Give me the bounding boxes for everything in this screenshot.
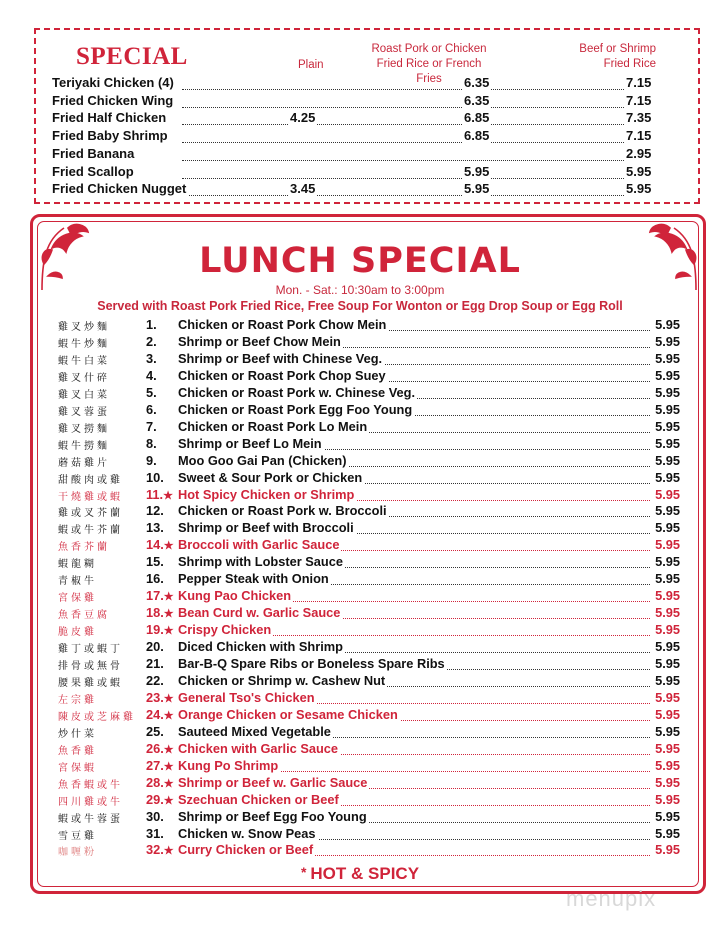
lunch-item-row xyxy=(58,453,680,470)
lunch-item-price: 5.95 xyxy=(655,418,680,434)
lunch-item-number-text: 17. xyxy=(146,588,164,604)
lunch-item-name: Shrimp or Beef Egg Foo Young xyxy=(178,808,367,824)
lunch-item-row xyxy=(58,673,680,690)
lunch-item-number xyxy=(146,334,157,349)
lunch-item-name: Bar-B-Q Spare Ribs or Boneless Spare Ribs xyxy=(178,656,445,671)
lunch-item-price: 5.95 xyxy=(655,672,680,688)
lunch-item-number-text: 25. xyxy=(146,723,164,739)
lunch-item-row xyxy=(58,317,680,334)
lunch-item-row xyxy=(58,470,680,487)
special-item-name: Fried Chicken Wing xyxy=(52,92,174,108)
lunch-item-price: 5.95 xyxy=(655,706,680,722)
lunch-item-chinese: 蝦牛白菜 xyxy=(58,355,110,367)
lunch-item-number xyxy=(146,402,157,417)
dot-leader xyxy=(182,146,644,161)
lunch-item-name: Kung Pao Chicken xyxy=(178,588,292,604)
lunch-item-price: 5.95 xyxy=(655,656,680,671)
lunch-item-number-text: 13. xyxy=(146,520,164,536)
lunch-item-chinese: 四川雞或牛 xyxy=(58,796,123,808)
lunch-item-price: 5.95 xyxy=(655,571,680,587)
special-item-row xyxy=(52,93,672,111)
lunch-item-name: Pepper Steak with Onion xyxy=(178,571,329,587)
lunch-item-name: Bean Curd w. Garlic Sauce xyxy=(178,605,341,621)
lunch-item-chinese: 魚香雞 xyxy=(58,745,97,757)
hot-star-icon: ★ xyxy=(163,692,174,705)
lunch-item-name: Szechuan Chicken or Beef xyxy=(178,791,339,807)
lunch-item-price: 5.95 xyxy=(655,503,680,519)
lunch-item-row xyxy=(58,351,680,368)
lunch-item-price: 5.95 xyxy=(655,333,680,349)
lunch-item-name: Shrimp or Beef with Broccoli xyxy=(178,520,354,536)
lunch-item-name: Hot Spicy Chicken or Shrimp xyxy=(178,486,355,502)
lunch-item-number-text: 10. xyxy=(146,469,164,485)
dot-leader xyxy=(182,164,644,179)
special-item-name: Fried Half Chicken xyxy=(52,110,167,126)
lunch-item-price: 5.95 xyxy=(655,554,680,570)
special-price-roast: 5.95 xyxy=(464,181,490,197)
lunch-item-number xyxy=(146,775,174,790)
special-price-plain: 4.25 xyxy=(290,110,316,126)
col-beef-line2: Fried Rice xyxy=(603,58,656,70)
lunch-item-name: Chicken or Shrimp w. Cashew Nut xyxy=(178,672,386,688)
special-item-name: Fried Scallop xyxy=(52,163,134,179)
lunch-item-chinese: 蝦牛撈麵 xyxy=(58,440,110,452)
lunch-item-number xyxy=(146,436,157,451)
lunch-item-number-text: 9. xyxy=(146,452,157,468)
lunch-item-number xyxy=(146,368,157,383)
lunch-item-row xyxy=(58,436,680,453)
special-item-row xyxy=(52,146,672,164)
lunch-item-chinese: 蘑菇雞片 xyxy=(58,457,110,469)
lunch-item-row xyxy=(58,622,680,639)
lunch-item-chinese: 脆皮雞 xyxy=(58,627,97,639)
lunch-item-number xyxy=(146,842,174,857)
lunch-item-name: Moo Goo Gai Pan (Chicken) xyxy=(178,452,347,468)
lunch-item-number xyxy=(146,622,174,637)
lunch-item-number-text: 8. xyxy=(146,435,157,451)
lunch-item-row xyxy=(58,588,680,605)
lunch-item-price: 5.95 xyxy=(655,740,680,756)
lunch-item-price: 5.95 xyxy=(655,808,680,824)
lunch-item-row xyxy=(58,385,680,402)
lunch-item-number xyxy=(146,419,157,434)
lunch-item-price: 5.95 xyxy=(655,774,680,790)
lunch-item-price: 5.95 xyxy=(655,689,680,705)
lunch-item-name: Shrimp or Beef Lo Mein xyxy=(178,435,322,451)
hot-star-icon: ★ xyxy=(163,845,174,858)
lunch-item-name: Chicken or Roast Pork w. Broccoli xyxy=(178,503,387,519)
lunch-item-name: Shrimp with Lobster Sauce xyxy=(178,554,343,570)
lunch-item-price: 5.95 xyxy=(655,757,680,773)
lunch-item-name: Diced Chicken with Shrimp xyxy=(178,639,343,655)
special-price-beef: 2.95 xyxy=(626,145,652,161)
lunch-item-number xyxy=(146,639,164,654)
special-item-row xyxy=(52,75,672,93)
lunch-item-chinese: 排骨或無骨 xyxy=(58,661,123,672)
lunch-title: LUNCH SPECIAL xyxy=(199,241,521,281)
special-price-beef: 5.95 xyxy=(626,163,652,179)
hot-legend-text: HOT & SPICY xyxy=(310,864,420,883)
lunch-item-chinese: 雞丁或蝦丁 xyxy=(58,644,123,656)
lunch-item-number-text: 7. xyxy=(146,418,157,434)
lunch-item-chinese: 蝦牛炒麵 xyxy=(58,338,110,350)
special-item-row xyxy=(52,110,672,128)
lunch-item-chinese: 魚香蝦或牛 xyxy=(58,779,123,791)
lunch-item-name: Curry Chicken or Beef xyxy=(178,842,314,858)
lunch-item-number-text: 3. xyxy=(146,350,157,366)
lunch-item-price: 5.95 xyxy=(655,367,680,383)
lunch-item-row xyxy=(58,656,680,673)
lunch-item-row xyxy=(58,402,680,419)
lunch-item-row xyxy=(58,503,680,520)
lunch-item-name: Sweet & Sour Pork or Chicken xyxy=(178,469,363,485)
lunch-item-chinese: 甜酸肉或雞 xyxy=(58,474,123,486)
lunch-item-chinese: 雞叉什碎 xyxy=(58,372,110,384)
special-item-name: Fried Baby Shrimp xyxy=(52,128,168,144)
hot-spicy-legend xyxy=(0,864,720,884)
lunch-item-chinese: 雞叉炒麵 xyxy=(58,322,110,333)
lunch-item-chinese: 雞或叉芥蘭 xyxy=(58,508,123,520)
lunch-item-number-text: 4. xyxy=(146,367,157,383)
lunch-item-name: Chicken or Roast Pork Chow Mein xyxy=(178,317,387,332)
lunch-item-number xyxy=(146,554,164,569)
special-price-beef: 5.95 xyxy=(626,181,652,197)
lunch-item-row xyxy=(58,419,680,436)
lunch-item-row xyxy=(58,520,680,537)
lunch-item-number-text: 23. xyxy=(146,689,164,705)
lunch-item-number-text: 20. xyxy=(146,639,164,655)
lunch-item-chinese: 魚香芥蘭 xyxy=(58,542,110,554)
hot-star-icon: ★ xyxy=(163,540,174,553)
lunch-item-row xyxy=(58,639,680,656)
lunch-item-number xyxy=(146,537,174,552)
lunch-item-number xyxy=(146,741,174,756)
lunch-item-number-text: 28. xyxy=(146,774,164,790)
lunch-item-number-text: 18. xyxy=(146,605,164,621)
dot-leader xyxy=(182,110,644,125)
lunch-item-number-text: 24. xyxy=(146,706,164,722)
lunch-item-price: 5.95 xyxy=(655,791,680,807)
lunch-item-number xyxy=(146,707,174,722)
lunch-item-number-text: 32. xyxy=(146,842,164,858)
lunch-item-row xyxy=(58,571,680,588)
special-price-roast: 6.35 xyxy=(464,75,490,90)
lunch-item-name: Crispy Chicken xyxy=(178,622,272,638)
lunch-item-price: 5.95 xyxy=(655,825,680,841)
lunch-item-name: Shrimp or Beef with Chinese Veg. xyxy=(178,350,383,366)
lunch-item-number xyxy=(146,605,174,620)
lunch-item-price: 5.95 xyxy=(655,452,680,468)
hot-star-icon: ★ xyxy=(163,794,174,807)
special-price-roast: 6.85 xyxy=(464,110,490,126)
lunch-item-name: Sauteed Mixed Vegetable xyxy=(178,723,331,739)
lunch-item-chinese: 咖喱粉 xyxy=(58,847,97,859)
lunch-item-number xyxy=(146,571,164,586)
lunch-item-price: 5.95 xyxy=(655,639,680,655)
lunch-item-row xyxy=(58,334,680,351)
lunch-item-name: Chicken or Roast Pork Egg Foo Young xyxy=(178,401,413,417)
lunch-item-number-text: 26. xyxy=(146,740,164,756)
dot-leader xyxy=(182,93,644,108)
hot-star-icon: ★ xyxy=(163,777,174,790)
lunch-item-name: Orange Chicken or Sesame Chicken xyxy=(178,706,398,722)
lunch-item-name: Kung Po Shrimp xyxy=(178,757,279,773)
lunch-item-chinese: 干燒雞或蝦 xyxy=(58,491,123,503)
lunch-item-name: Chicken or Roast Pork Chop Suey xyxy=(178,367,386,383)
lunch-item-number-text: 29. xyxy=(146,791,164,807)
lunch-item-number-text: 16. xyxy=(146,571,164,587)
lunch-hours: Mon. - Sat.: 10:30am to 3:00pm xyxy=(275,283,445,297)
special-item-name: Fried Chicken Nugget xyxy=(52,181,187,197)
lunch-item-row xyxy=(58,758,680,775)
lunch-item-row xyxy=(58,842,680,859)
special-price-roast: 6.85 xyxy=(464,128,490,144)
lunch-item-price: 5.95 xyxy=(655,317,680,332)
lunch-item-price: 5.95 xyxy=(655,537,680,553)
lunch-item-row xyxy=(58,707,680,724)
lunch-item-chinese: 蝦或牛芥蘭 xyxy=(58,525,123,537)
special-price-beef: 7.15 xyxy=(626,128,652,144)
lunch-item-number-text: 12. xyxy=(146,503,164,519)
special-item-row xyxy=(52,164,672,182)
lunch-item-row xyxy=(58,487,680,504)
hot-star-icon: ★ xyxy=(163,625,174,638)
lunch-item-price: 5.95 xyxy=(655,842,680,858)
lunch-item-number-text: 11. xyxy=(146,486,164,502)
lunch-item-row xyxy=(58,605,680,622)
lunch-item-number-text: 31. xyxy=(146,825,164,841)
lunch-item-price: 5.95 xyxy=(655,435,680,451)
lunch-item-row xyxy=(58,690,680,707)
lunch-item-number-text: 5. xyxy=(146,384,157,400)
lunch-item-price: 5.95 xyxy=(655,469,680,485)
special-price-roast: 5.95 xyxy=(464,163,490,179)
lunch-item-number xyxy=(146,520,164,535)
lunch-item-number xyxy=(146,792,174,807)
lunch-item-chinese: 炒什菜 xyxy=(58,728,97,740)
lunch-item-number xyxy=(146,656,164,671)
lunch-item-chinese: 雞叉白菜 xyxy=(58,389,110,401)
special-price-beef: 7.15 xyxy=(626,75,652,90)
col-beef-header xyxy=(556,42,656,72)
lunch-item-chinese: 雞叉蓉蛋 xyxy=(58,406,110,418)
special-price-roast: 6.35 xyxy=(464,92,490,108)
lunch-item-number-text: 2. xyxy=(146,333,157,349)
hot-star-icon: ★ xyxy=(163,760,174,773)
col-roast-line2: Fried Rice or French Fries xyxy=(376,58,482,85)
col-plain-header: Plain xyxy=(298,59,324,71)
lunch-item-row xyxy=(58,826,680,843)
lunch-item-row xyxy=(58,809,680,826)
lunch-item-chinese: 雞叉撈麵 xyxy=(58,423,110,435)
lunch-item-number xyxy=(146,317,157,332)
special-item-row xyxy=(52,128,672,146)
lunch-item-number xyxy=(146,385,157,400)
hot-star-icon: * xyxy=(300,864,307,880)
lunch-item-number xyxy=(146,724,164,739)
lunch-item-row xyxy=(58,724,680,741)
lunch-item-price: 5.95 xyxy=(655,350,680,366)
lunch-item-number xyxy=(146,826,164,841)
lunch-item-chinese: 陳皮或芝麻雞 xyxy=(58,711,136,723)
lunch-item-name: General Tso's Chicken xyxy=(178,689,315,705)
hot-star-icon: ★ xyxy=(163,489,173,502)
lunch-item-chinese: 腰果雞或蝦 xyxy=(58,677,123,689)
lunch-item-name: Chicken with Garlic Sauce xyxy=(178,740,339,756)
hot-star-icon: ★ xyxy=(163,709,174,722)
special-item-row xyxy=(52,181,672,199)
special-price-plain: 3.45 xyxy=(290,181,316,197)
lunch-item-name: Chicken or Roast Pork Lo Mein xyxy=(178,418,368,434)
lunch-item-price: 5.95 xyxy=(655,723,680,739)
lunch-item-price: 5.95 xyxy=(655,520,680,536)
lunch-item-row xyxy=(58,792,680,809)
watermark: menupix xyxy=(566,886,657,911)
lunch-item-name: Shrimp or Beef Chow Mein xyxy=(178,333,341,349)
lunch-item-chinese: 蝦或牛蓉蛋 xyxy=(58,813,123,825)
special-section xyxy=(34,28,700,204)
special-item-name: Fried Banana xyxy=(52,145,135,161)
lunch-item-number-text: 22. xyxy=(146,672,164,688)
lunch-item-number-text: 30. xyxy=(146,808,164,824)
col-roast-line1: Roast Pork or Chicken xyxy=(371,43,487,55)
lunch-item-number xyxy=(146,453,157,468)
lunch-item-chinese: 宮保雞 xyxy=(58,593,97,605)
lunch-item-price: 5.95 xyxy=(655,401,680,417)
lunch-item-row xyxy=(58,741,680,758)
lunch-item-chinese: 宮保蝦 xyxy=(58,762,97,774)
lunch-item-chinese: 魚香豆腐 xyxy=(58,610,110,622)
lunch-item-number xyxy=(146,758,174,773)
lunch-item-number xyxy=(146,470,164,485)
lunch-item-number xyxy=(146,487,173,502)
lunch-item-number-text: 19. xyxy=(146,622,164,638)
hot-star-icon: ★ xyxy=(163,591,174,604)
hot-star-icon: ★ xyxy=(163,743,174,756)
lunch-item-chinese: 蝦龍糊 xyxy=(58,559,97,571)
lunch-item-number xyxy=(146,690,174,705)
lunch-item-number xyxy=(146,809,164,824)
lunch-item-number xyxy=(146,503,164,518)
lunch-item-price: 5.95 xyxy=(655,622,680,638)
lunch-item-row xyxy=(58,554,680,571)
lunch-item-price: 5.95 xyxy=(655,486,680,502)
lunch-item-name: Broccoli with Garlic Sauce xyxy=(178,537,340,553)
lunch-item-chinese: 青椒牛 xyxy=(58,576,97,588)
special-item-name: Teriyaki Chicken (4) xyxy=(52,75,174,90)
lunch-item-number-text: 21. xyxy=(146,656,164,671)
lunch-item-name: Shrimp or Beef w. Garlic Sauce xyxy=(178,774,368,790)
lunch-item-number-text: 6. xyxy=(146,401,157,417)
lunch-item-number xyxy=(146,588,174,603)
lunch-item-number xyxy=(146,351,157,366)
lunch-item-price: 5.95 xyxy=(655,605,680,621)
lunch-item-chinese: 左宗雞 xyxy=(58,694,97,706)
lunch-item-row xyxy=(58,775,680,792)
special-title: SPECIAL xyxy=(76,43,188,70)
dot-leader xyxy=(182,181,644,196)
special-price-beef: 7.35 xyxy=(626,110,652,126)
lunch-item-number-text: 27. xyxy=(146,757,164,773)
lunch-item-row xyxy=(58,537,680,554)
lunch-item-number-text: 1. xyxy=(146,317,157,332)
lunch-item-name: Chicken or Roast Pork w. Chinese Veg. xyxy=(178,384,416,400)
special-price-beef: 7.15 xyxy=(626,92,652,108)
lunch-item-number-text: 14. xyxy=(146,537,164,553)
dot-leader xyxy=(182,75,644,90)
lunch-item-price: 5.95 xyxy=(655,384,680,400)
lunch-item-name: Chicken w. Snow Peas xyxy=(178,825,316,841)
hot-star-icon: ★ xyxy=(163,608,174,621)
col-beef-line1: Beef or Shrimp xyxy=(579,43,656,55)
lunch-item-chinese: 雪豆雞 xyxy=(58,830,97,842)
lunch-item-number-text: 15. xyxy=(146,554,164,570)
lunch-item-price: 5.95 xyxy=(655,588,680,604)
lunch-item-number xyxy=(146,673,164,688)
lunch-note: Served with Roast Pork Fried Rice, Free Soup For Wonton or Egg Drop Soup or Egg Roll xyxy=(97,299,623,313)
lunch-item-row xyxy=(58,368,680,385)
dot-leader xyxy=(182,128,644,143)
